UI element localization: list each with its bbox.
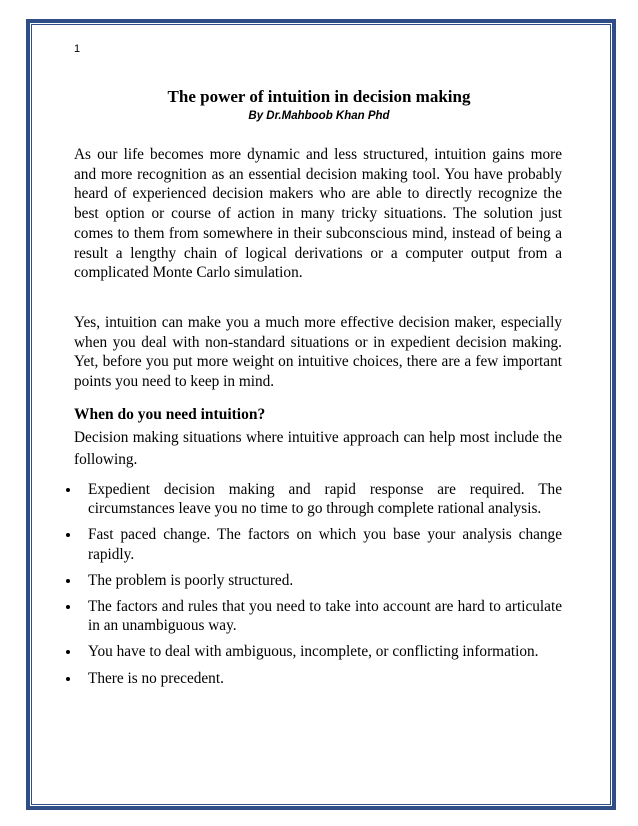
- section-heading: When do you need intuition?: [74, 406, 266, 423]
- paragraph-2: Yes, intuition can make you a much more effective decision maker, especially when you deal with non-standard situations or in expedient decision making. Yet, before you put more weight on intuitive choices, there are a few important points you need to keep in mind.: [74, 314, 562, 391]
- list-item: [74, 525, 562, 563]
- page-number: 1: [74, 43, 81, 55]
- bullet-icon: [66, 579, 70, 583]
- list-item-text: Fast paced change. The factors on which you base your analysis change rapidly.: [88, 526, 562, 563]
- bullet-list: [74, 480, 562, 695]
- list-item: [74, 571, 562, 590]
- list-item-text: You have to deal with ambiguous, incomplete, or conflicting information.: [88, 643, 539, 661]
- bullet-icon: [66, 605, 70, 609]
- list-item-text: The problem is poorly structured.: [88, 571, 294, 589]
- list-item: [74, 642, 562, 661]
- list-item: [74, 480, 562, 518]
- document-title: The power of intuition in decision making: [167, 87, 471, 106]
- bullet-icon: [66, 488, 70, 492]
- list-item-text: Expedient decision making and rapid response are required. The circumstances leave you no time to go through complete rational analysis.: [88, 481, 562, 518]
- list-item-text: There is no precedent.: [88, 669, 224, 687]
- list-item-text: The factors and rules that you need to take into account are hard to articulate in an unambiguous way.: [88, 598, 562, 635]
- paragraph-1: As our life becomes more dynamic and less structured, intuition gains more and more recognition as an essential decision making tool. You have probably heard of experienced decision makers who are able to directly recognize the best option or course of action in many tricky situations. The solution just comes to them from somewhere in their subconscious mind, instead of being a result a lengthy chain of logical derivations or a computer output from a complicated Monte Carlo simulation.: [74, 146, 562, 282]
- section-intro: Decision making situations where intuitive approach can help most include the following.: [74, 429, 562, 468]
- list-item: [74, 669, 562, 688]
- list-item: [74, 597, 562, 635]
- bullet-icon: [66, 677, 70, 681]
- author-byline: By Dr.Mahboob Khan Phd: [248, 110, 390, 122]
